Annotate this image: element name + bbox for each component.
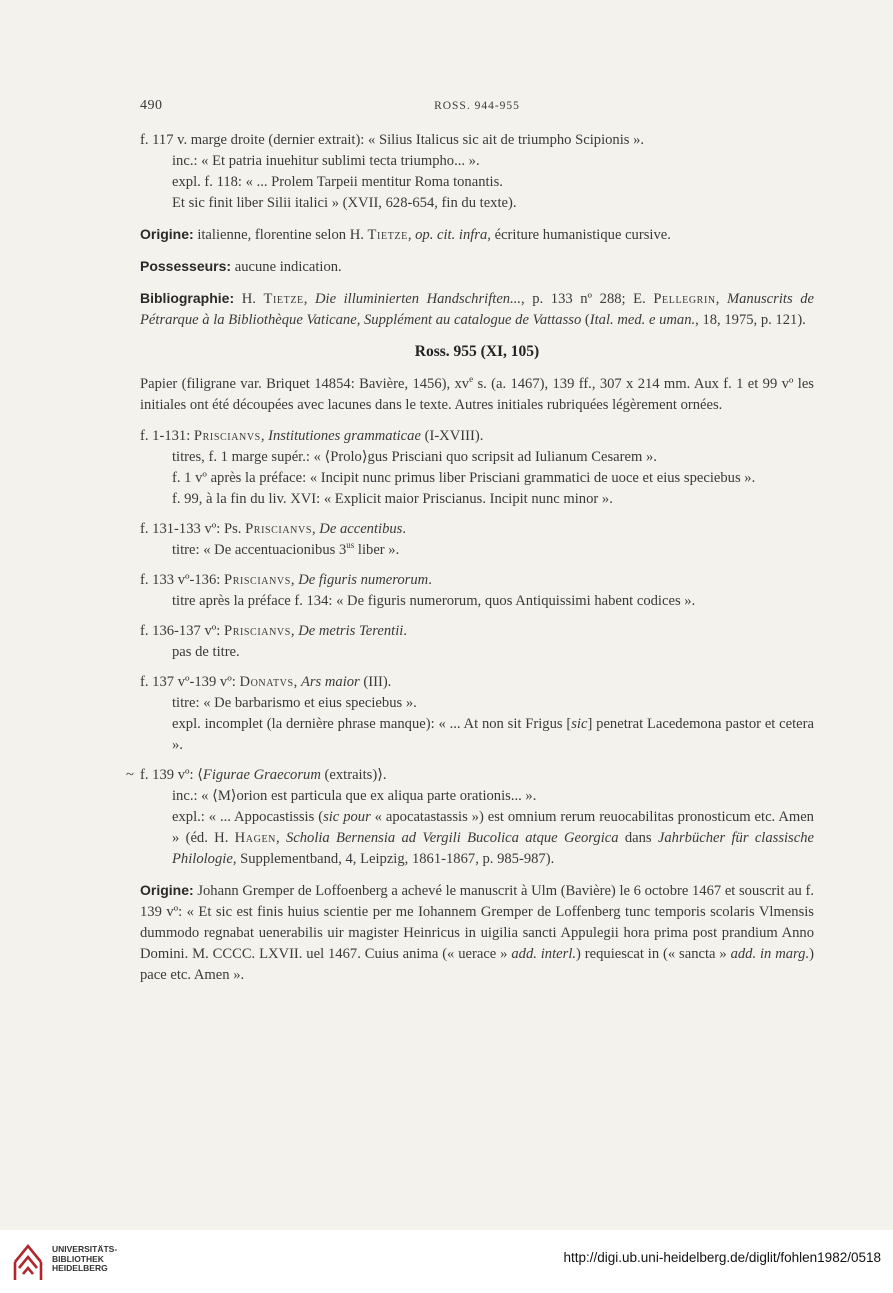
prev-line-1: f. 117 v. marge droite (dernier extrait): « Silius Italicus sic ait de triumpho Scipionis ». (140, 132, 645, 148)
section-title: Ross. 955 (XI, 105) (414, 343, 540, 360)
item-5-line-3: expl. incomplet (la dernière phrase manque): « ... At non sit Frigus [sic] penetrat Lacedemona pastor et cetera ». (172, 716, 814, 753)
prev-line-4: Et sic finit liber Silii italici » (XVII, 628-654, fin du texte). (172, 195, 517, 211)
item-6-line-3: expl.: « ... Appocastissis (sic pour « apocatastassis ») est omnium rerum reuocabilitas pronosticum etc. Amen » (éd. H. Hagen, Scholia Bernensia ad Vergili Bucolica atque Georgica dans Jahrbücher für classische Philologie, Supplementband, 4, Leipzig, 1861-1867, p. 985-987). (172, 809, 814, 867)
item-1-line-4: f. 99, à la fin du liv. XVI: « Explicit maior Priscianus. Incipit nunc minor ». (172, 491, 613, 507)
prev-line-3: expl. f. 118: « ... Prolem Tarpeii mentitur Roma tonantis. (172, 174, 503, 190)
item-5-heading: f. 137 vº-139 vº: Donatvs, Ars maior (III). (140, 674, 392, 690)
footer-bar (0, 1230, 893, 1293)
item-1-line-3: f. 1 vº après la préface: « Incipit nunc primus liber Prisciani grammatici de uoce et eius speciebus ». (172, 470, 756, 486)
item-5-line-2: titre: « De barbarismo et eius speciebus ». (172, 695, 417, 711)
item-6-heading: ~ f. 139 vº: ⟨Figurae Graecorum (extraits)⟩. (140, 765, 814, 786)
item-3-heading: f. 133 vº-136: Priscianvs, De figuris numerorum. (140, 572, 432, 588)
library-name: UNIVERSITÄTS- BIBLIOTHEK HEIDELBERG (52, 1244, 118, 1273)
item-4-heading: f. 136-137 vº: Priscianvs, De metris Terentii. (140, 623, 407, 639)
body-text (126, 130, 814, 986)
description-paragraph: Papier (filigrane var. Briquet 14854: Bavière, 1456), $xv^e$ s. (a. 1467), 139 ff., 307 x 214 mm. Aux f. 1 et 99 vº les initiales ont été découpées avec lacunes dans le texte. Autres initiales rubriquées légèrement ornées. (140, 374, 814, 413)
item-6-line-2: inc.: « ⟨M⟩orion est particula que ex aliqua parte orationis... ». (172, 788, 537, 804)
item-4-line-2: pas de titre. (172, 644, 240, 660)
running-title: ROSS. 944-955 (434, 100, 520, 112)
item-2-line-2: titre: « De accentuacionibus $3^{us}$ liber ». (172, 540, 400, 558)
permalink-url[interactable]: http://digi.ub.uni-heidelberg.de/diglit/fohlen1982/0518 (563, 1250, 881, 1265)
bibliographie-paragraph: Bibliographie: H. Tietze, Die illuminierten Handschriften..., p. 133 nº 288; E. Pellegrin, Manuscrits de Pétrarque à la Bibliothèque Vaticane, Supplément au catalogue de Vattasso (Ital. med. e uman., 18, 1975, p. 121). (140, 290, 814, 328)
tilde-mark: ~ (126, 767, 134, 783)
item-2-heading: f. 131-133 vº: Ps. Priscianvs, De accentibus. (140, 521, 407, 537)
item-1-line-2: titres, f. 1 marge supér.: « ⟨Prolo⟩gus Prisciani quo scripsit ad Iulianum Cesarem ». (172, 449, 657, 465)
origine-2-paragraph: Origine: Johann Gremper de Loffoenberg a achevé le manuscrit à Ulm (Bavière) le 6 octobre 1467 et souscrit au f. 139 vº: « Et sic est finis huius scientie per me Iohannem Gremper de Loffenberg tunc temporis scolaris Vlmensis dummodo regnabat uenerabilis uir magister Heinricus in uigilia sancti Appulegii hora prima post prandium Anno Domini. M. CCCC. LXVII. uel 1467. Cuius anima (« uerace » add. interl.) requiescat in (« sancta » add. in marg.) pace etc. Amen ». (140, 882, 814, 983)
item-1-heading: f. 1-131: Priscianvs, Institutiones grammaticae (I-XVIII). (140, 428, 484, 444)
library-logo-icon (12, 1238, 44, 1284)
possesseurs-paragraph: Possesseurs: aucune indication. (140, 258, 342, 275)
origine-paragraph: Origine: italienne, florentine selon H. Tietze, op. cit. infra, écriture humanistique cursive. (140, 226, 671, 243)
page-number: 490 (140, 98, 163, 113)
prev-line-2: inc.: « Et patria inuehitur sublimi tecta triumpho... ». (172, 153, 480, 169)
item-3-line-2: titre après la préface f. 134: « De figuris numerorum, quos Antiquissimi habent codices ». (172, 593, 696, 609)
